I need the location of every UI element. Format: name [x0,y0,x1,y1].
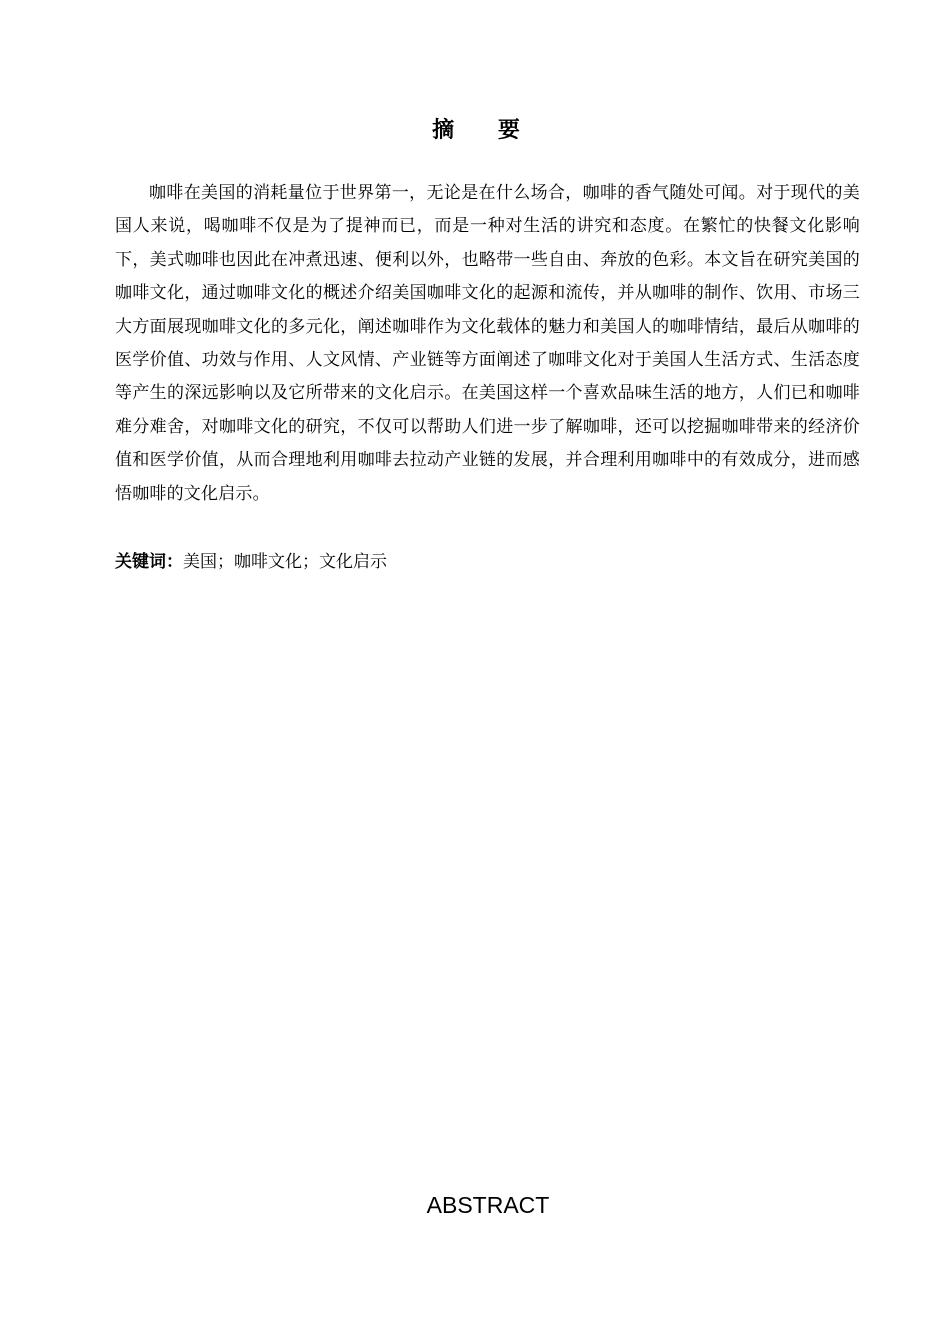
abstract-title: 摘 要 [432,118,538,143]
keywords-label: 关键词： [115,552,183,572]
english-abstract-title: ABSTRACT [426,1192,550,1218]
keywords-line [115,546,860,578]
keywords-value: 美国；咖啡文化；文化启示 [183,552,387,572]
abstract-paragraph: 咖啡在美国的消耗量位于世界第一，无论是在什么场合，咖啡的香气随处可闻。对于现代的美国人来说，喝咖啡不仅是为了提神而已，而是一种对生活的讲究和态度。在繁忙的快餐文化影响下，美式咖啡也因此在冲煮迅速、便利以外，也略带一些自由、奔放的色彩。本文旨在研究美国的咖啡文化，通过咖啡文化的概述介绍美国咖啡文化的起源和流传，并从咖啡的制作、饮用、市场三大方面展现咖啡文化的多元化，阐述咖啡作为文化载体的魅力和美国人的咖啡情结，最后从咖啡的医学价值、功效与作用、人文风情、产业链等方面阐述了咖啡文化对于美国人生活方式、生活态度等产生的深远影响以及它所带来的文化启示。在美国这样一个喜欢品味生活的地方，人们已和咖啡难分难舍，对咖啡文化的研究，不仅可以帮助人们进一步了解咖啡，还可以挖掘咖啡带来的经济价值和医学价值，从而合理地利用咖啡去拉动产业链的发展，并合理利用咖啡中的有效成分，进而感悟咖啡的文化启示。 [115,183,860,504]
